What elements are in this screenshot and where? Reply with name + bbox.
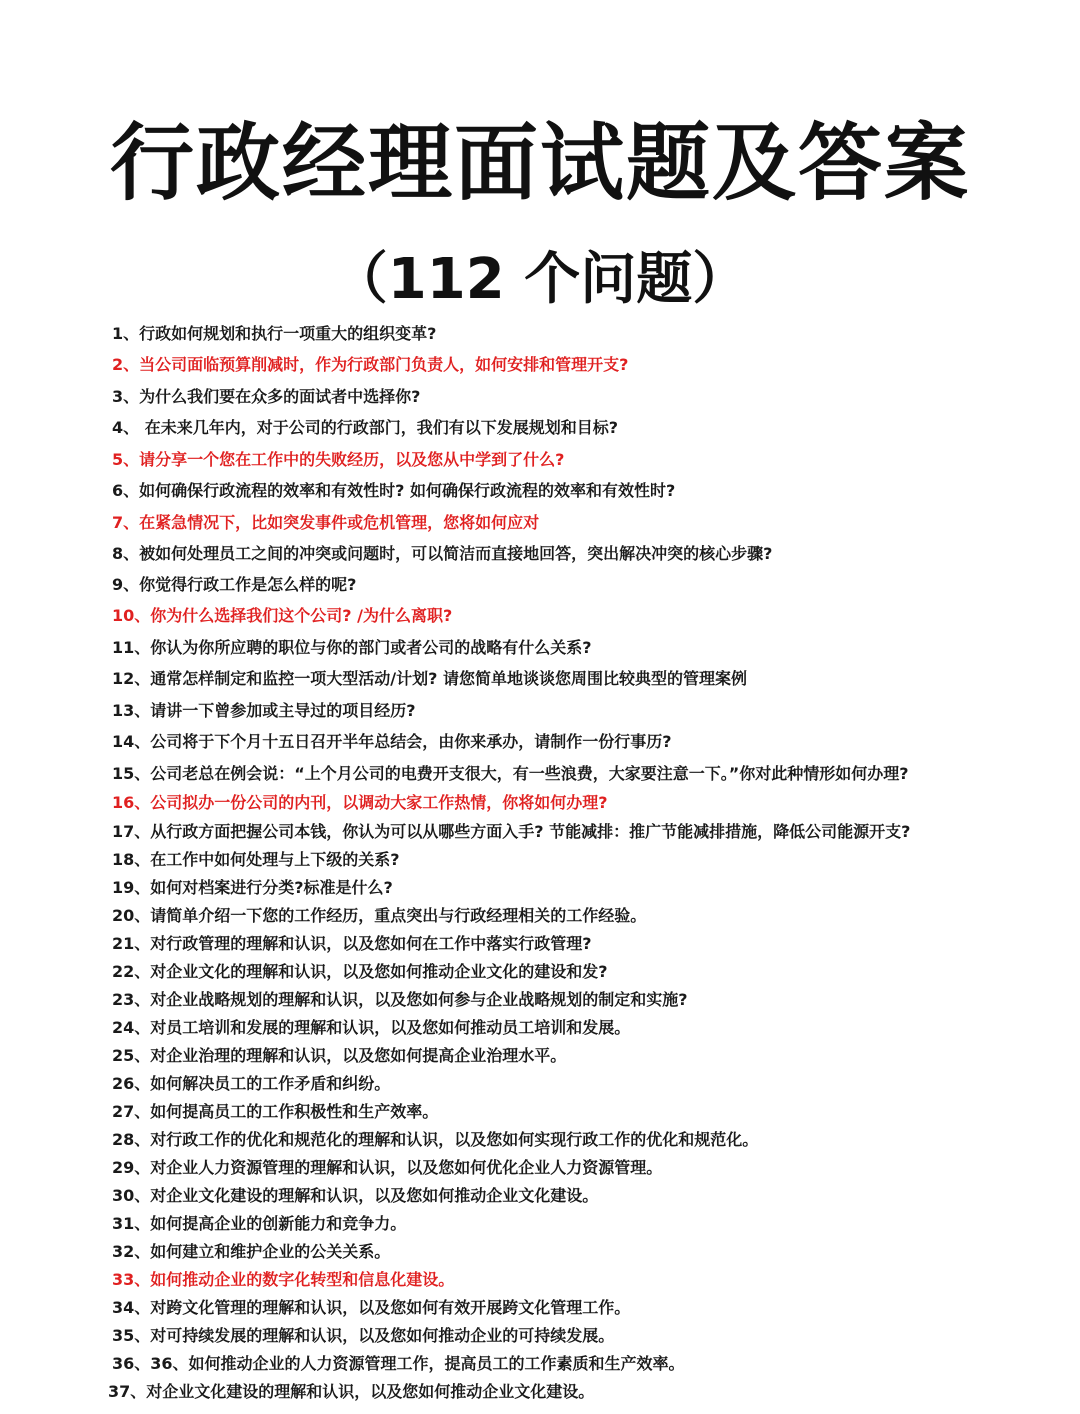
question-item: 12、通常怎样制定和监控一项大型活动/计划? 请您简单地谈谈您周围比较典型的管理案例 (112, 669, 747, 688)
question-item: 17、从行政方面把握公司本钱，你认为可以从哪些方面入手? 节能减排：推广节能减排措施，降低公司能源开支? (112, 822, 911, 841)
question-item: 7、在紧急情况下，比如突发事件或危机管理，您将如何应对 (112, 513, 540, 532)
question-item: 32、如何建立和维护企业的公关关系。 (112, 1242, 391, 1261)
question-item: 29、对企业人力资源管理的理解和认识，以及您如何优化企业人力资源管理。 (112, 1158, 663, 1177)
question-item: 26、如何解决员工的工作矛盾和纠纷。 (112, 1074, 391, 1093)
question-item: 1、行政如何规划和执行一项重大的组织变革? (112, 324, 437, 343)
question-item: 21、对行政管理的理解和认识，以及您如何在工作中落实行政管理? (112, 934, 592, 953)
question-item: 34、对跨文化管理的理解和认识，以及您如何有效开展跨文化管理工作。 (112, 1298, 631, 1317)
question-item: 25、对企业治理的理解和认识，以及您如何提高企业治理水平。 (112, 1046, 567, 1065)
question-item: 30、对企业文化建设的理解和认识，以及您如何推动企业文化建设。 (112, 1186, 599, 1205)
question-item: 8、被如何处理员工之间的冲突或问题时，可以简洁而直接地回答，突出解决冲突的核心步骤? (112, 544, 773, 563)
question-item: 11、你认为你所应聘的职位与你的部门或者公司的战略有什么关系? (112, 638, 592, 657)
question-item: 13、请讲一下曾参加或主导过的项目经历? (112, 701, 416, 720)
question-item: 14、公司将于下个月十五日召开半年总结会，由你来承办，请制作一份行事历? (112, 732, 672, 751)
question-item: 19、如何对档案进行分类?标准是什么? (112, 878, 393, 897)
question-item: 9、你觉得行政工作是怎么样的呢? (112, 575, 357, 594)
question-item: 20、请简单介绍一下您的工作经历，重点突出与行政经理相关的工作经验。 (112, 906, 647, 925)
question-item: 31、如何提高企业的创新能力和竞争力。 (112, 1214, 407, 1233)
question-item: 24、对员工培训和发展的理解和认识，以及您如何推动员工培训和发展。 (112, 1018, 631, 1037)
page-title: 行政经理面试题及答案 (109, 114, 970, 212)
question-item: 36、36、如何推动企业的人力资源管理工作，提高员工的工作素质和生产效率。 (112, 1354, 685, 1373)
question-item: 18、在工作中如何处理与上下级的关系? (112, 850, 400, 869)
question-item: 10、你为什么选择我们这个公司? /为什么离职? (112, 606, 453, 625)
question-item: 4、 在未来几年内，对于公司的行政部门，我们有以下发展规划和目标? (112, 418, 618, 437)
question-item: 15、公司老总在例会说：“上个月公司的电费开支很大，有一些浪费，大家要注意一下。”你对此种情形如何办理? (112, 764, 909, 783)
page-subtitle: （112 个问题） (331, 247, 749, 312)
question-item: 33、如何推动企业的数字化转型和信息化建设。 (112, 1270, 455, 1289)
question-item: 22、对企业文化的理解和认识，以及您如何推动企业文化的建设和发? (112, 962, 608, 981)
question-item: 2、当公司面临预算削减时，作为行政部门负责人，如何安排和管理开支? (112, 355, 629, 374)
question-item: 28、对行政工作的优化和规范化的理解和认识，以及您如何实现行政工作的优化和规范化。 (112, 1130, 759, 1149)
question-item: 37、对企业文化建设的理解和认识，以及您如何推动企业文化建设。 (108, 1382, 595, 1401)
question-item: 6、如何确保行政流程的效率和有效性时? 如何确保行政流程的效率和有效性时? (112, 481, 676, 500)
question-item: 27、如何提高员工的工作积极性和生产效率。 (112, 1102, 439, 1121)
question-item: 3、为什么我们要在众多的面试者中选择你? (112, 387, 421, 406)
question-item: 5、请分享一个您在工作中的失败经历，以及您从中学到了什么? (112, 450, 565, 469)
question-item: 35、对可持续发展的理解和认识，以及您如何推动企业的可持续发展。 (112, 1326, 615, 1345)
question-item: 23、对企业战略规划的理解和认识，以及您如何参与企业战略规划的制定和实施? (112, 990, 688, 1009)
question-item: 16、公司拟办一份公司的内刊，以调动大家工作热情，你将如何办理? (112, 793, 608, 812)
